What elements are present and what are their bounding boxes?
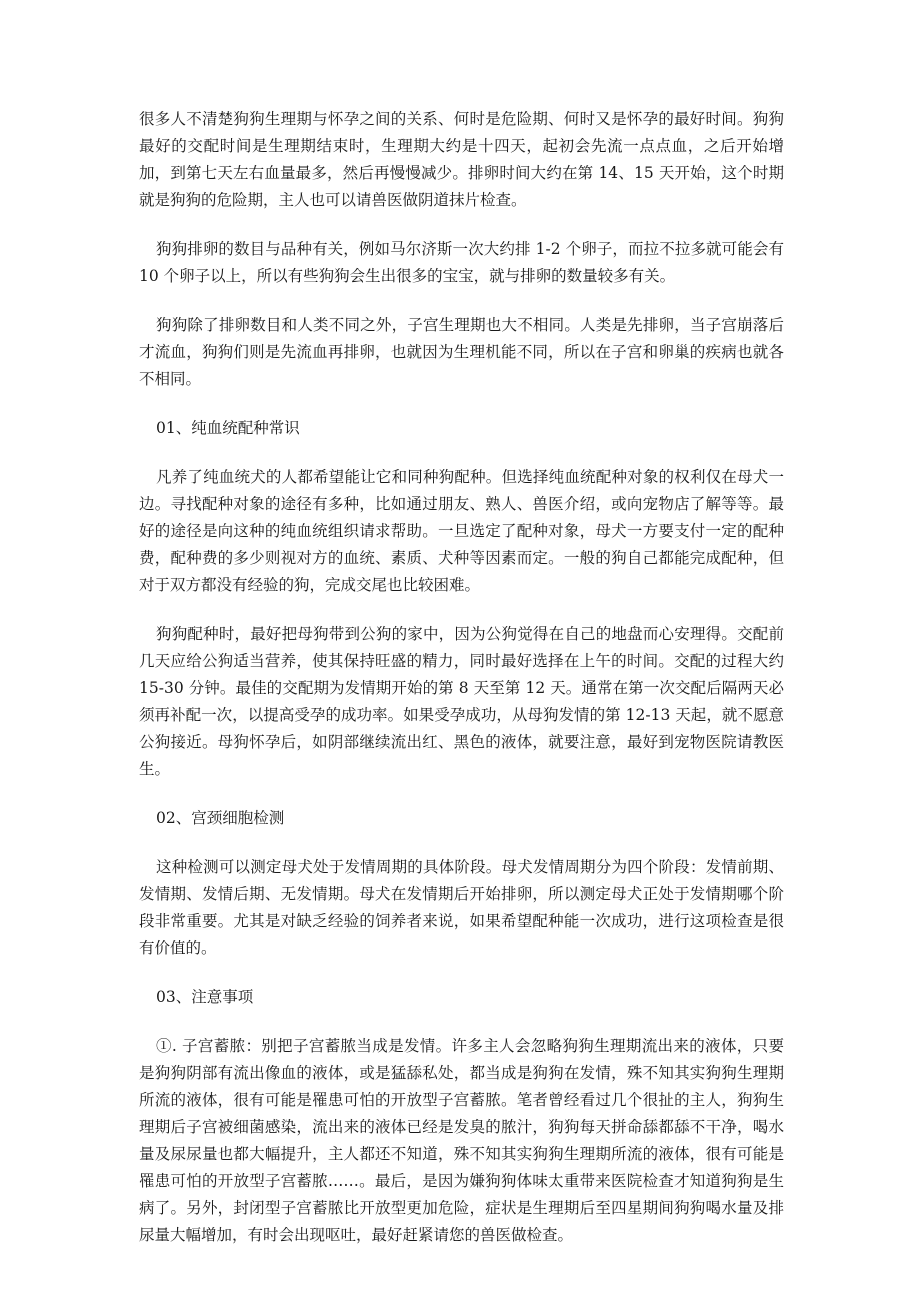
section-heading-01: 01、纯血统配种常识: [156, 419, 300, 437]
paragraph-mating-process: 狗狗配种时，最好把母狗带到公狗的家中，因为公狗觉得在自己的地盘而心安理得。交配前几天应给公狗适当营养，使其保持旺盛的精力，同时最好选择在上午的时间。交配的过程大约 15-30 分钟。最佳的交配期为发情期开始的第 8 天至第 12 天。通常在第一次交配后隔两天必须再补配一次，以提高受孕的成功率。如果受孕成功，从母狗发情的第 12-13 天起，就不愿意公狗接近。母狗怀孕后，如阴部继续流出红、黑色的液体，就要注意，最好到宠物医院请教医生。: [139, 625, 784, 778]
paragraph-purebred-mating: 凡养了纯血统犬的人都希望能让它和同种狗配种。但选择纯血统配种对象的权利仅在母犬一边。寻找配种对象的途径有多种，比如通过朋友、熟人、兽医介绍，或向宠物店了解等等。最好的途径是向这种的纯血统组织请求帮助。一旦选定了配种对象，母犬一方要支付一定的配种费，配种费的多少则视对方的血统、素质、犬种等因素而定。一般的狗自己都能完成配种，但对于双方都没有经验的狗，完成交尾也比较困难。: [139, 468, 784, 594]
paragraph-ovulation-count: 狗狗排卵的数目与品种有关，例如马尔济斯一次大约排 1-2 个卵子，而拉不拉多就可能会有 10 个卵子以上，所以有些狗狗会生出很多的宝宝，就与排卵的数量较多有关。: [139, 240, 784, 285]
document-page: [139, 106, 784, 1271]
section-heading-03: 03、注意事项: [156, 988, 254, 1006]
paragraph-pyometra: ①. 子宫蓄脓：别把子宫蓄脓当成是发情。许多主人会忽略狗狗生理期流出来的液体，只要是狗狗阴部有流出像血的液体，或是猛舔私处，都当成是狗狗在发情，殊不知其实狗狗生理期所流的液体，很有可能是罹患可怕的开放型子宫蓄脓。笔者曾经看过几个很扯的主人，狗狗生理期后子宫被细菌感染，流出来的液体已经是发臭的脓汁，狗狗每天拼命舔都舔不干净，喝水量及尿尿量也都大幅提升，主人都还不知道，殊不知其实狗狗生理期所流的液体，很有可能是罹患可怕的开放型子宫蓄脓……。最后，是因为嫌狗狗体味太重带来医院检查才知道狗狗是生病了。另外，封闭型子宫蓄脓比开放型更加危险，症状是生理期后至四星期间狗狗喝水量及排尿量大幅增加，有时会出现呕吐，最好赶紧请您的兽医做检查。: [139, 1037, 784, 1244]
section-heading-02: 02、宫颈细胞检测: [156, 809, 285, 827]
paragraph-intro: 很多人不清楚狗狗生理期与怀孕之间的关系、何时是危险期、何时又是怀孕的最好时间。狗狗最好的交配时间是生理期结束时，生理期大约是十四天，起初会先流一点点血，之后开始增加，到第七天左右血量最多，然后再慢慢减少。排卵时间大约在第 14、15 天开始，这个时期就是狗狗的危险期，主人也可以请兽医做阴道抹片检查。: [139, 110, 784, 209]
paragraph-cycle-difference: 狗狗除了排卵数目和人类不同之外，子宫生理期也大不相同。人类是先排卵，当子宫崩落后才流血，狗狗们则是先流血再排卵，也就因为生理机能不同，所以在子宫和卵巢的疾病也就各不相同。: [139, 316, 784, 388]
paragraph-cervical-test: 这种检测可以测定母犬处于发情周期的具体阶段。母犬发情周期分为四个阶段：发情前期、发情期、发情后期、无发情期。母犬在发情期后开始排卵，所以测定母犬正处于发情期哪个阶段非常重要。尤其是对缺乏经验的饲养者来说，如果希望配种能一次成功，进行这项检查是很有价值的。: [139, 858, 784, 957]
